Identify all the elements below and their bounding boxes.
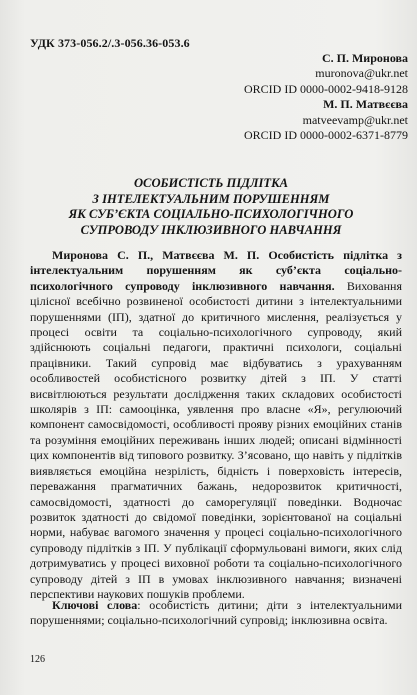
title-line: З ІНТЕЛЕКТУАЛЬНИМ ПОРУШЕННЯМ [92,191,330,206]
author-email: muronova@ukr.net [315,66,408,81]
title-line: СУПРОВОДУ ІНКЛЮЗИВНОГО НАВЧАННЯ [80,222,342,237]
author-name: М. П. Матвєєва [323,97,408,112]
author-orcid: ORCID ID 0000-0002-6371-8779 [244,128,408,143]
author-orcid: ORCID ID 0000-0002-9418-9128 [244,81,408,96]
abstract-lead: Миронова С. П., Матвєєва М. П. Особистість підлітка з інтелектуальним порушенням як суб’єкта соціально-психологічного супроводу інклюзивного навчання. [30,248,402,293]
keywords-text: : особистість дитини; діти з інтелектуальними порушеннями; соціально-психологічний супровід; інклюзивна освіта. [30,598,402,628]
udk-code: УДК 373-056.2/.3-056.36-053.6 [30,36,190,50]
title-line: ЯК СУБ’ЄКТА СОЦІАЛЬНО-ПСИХОЛОГІЧНОГО [68,207,354,222]
author-name: С. П. Миронова [321,51,408,65]
abstract-paragraph [30,248,402,602]
abstract-body: Виховання цілісної всебічно розвиненої особистості дитини з інтелектуальними порушеннями (ІП), здатної до критичного мислення, реалізується у процесі освіти та соціально-психологічного супроводу, який здійснюють соціальні педагоги, практичні психологи, соціальні працівники. Такий супровід має відбуватись з урахуванням особливостей особистісного розвитку дітей з ІП. У статті висвітлюються результати дослідження таких складових особистості школярів з ІП: самооцінка, уявлення про власне «Я», регулюючий компонент самосвідомості, особливості прояву різних емоційних станів та розуміння емоційних переживань інших людей; описані відмінності цих компонентів від типового розвитку. З’ясовано, що навіть у підлітків виявляється емоційна незрілість, бідність і поверховість інтересів, переважання прагматичних бажань, недорозвиток критичності, самосвідомості, здатності до саморегуляції поведінки. Водночас розвиток здатності до свідомої поведінки, зорієнтованої на соціальні норми, набуває вагомого значення у процесі соціально-психологічного супроводу підлітків з ІП. У публікації сформульовані вимоги, яких слід дотримуватись у процесі виховної роботи та соціально-психологічного супроводу дітей з ІП в умовах інклюзивного навчання; визначені перспективи наукових пошуків проблеми. [30,278,402,601]
title-line: ОСОБИСТІСТЬ ПІДЛІТКА [133,176,289,190]
keywords-paragraph [30,598,402,629]
keywords-label: Ключові слова [52,598,138,612]
page-number: 126 [30,654,45,665]
author-email: matveevamp@ukr.net [302,112,408,127]
article-title [20,176,402,238]
author-block [108,51,408,143]
